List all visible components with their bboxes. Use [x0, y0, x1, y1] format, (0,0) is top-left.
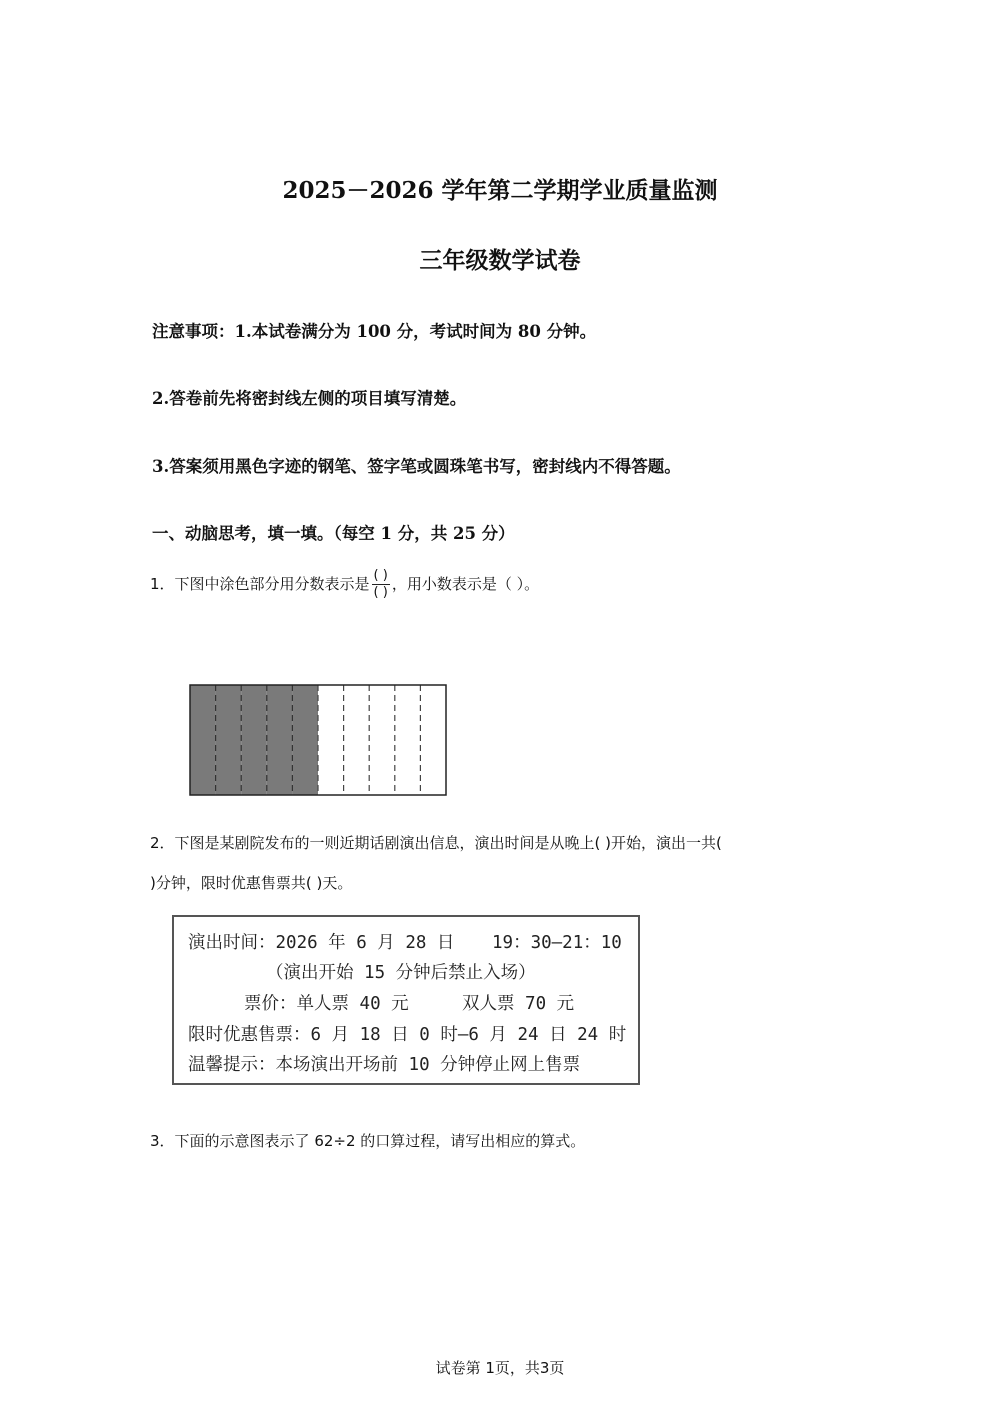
notice-entry-rule: （演出开始 15 分钟后禁止入场） [266, 963, 536, 983]
shaded-part [216, 685, 242, 795]
question-3: 3．下面的示意图表示了 62÷2 的口算过程，请写出相应的算式。 [150, 1132, 586, 1150]
notice-discount-period: 限时优惠售票：6 月 18 日 0 时—6 月 24 日 24 时 [188, 1025, 627, 1045]
unshaded-part [318, 685, 344, 795]
q1-fraction-numerator: ( ) [373, 568, 388, 583]
q1-fraction-blank[interactable] [372, 568, 390, 601]
unshaded-part [344, 685, 370, 795]
question-1 [150, 568, 539, 601]
shaded-part [241, 685, 267, 795]
notice-single-price: 票价：单人票 40 元 [244, 994, 409, 1014]
note-2: 2.答卷前先将密封线左侧的项目填写清楚。 [152, 389, 467, 408]
notice-time-label: 演出时间：2026 年 6 月 28 日 [188, 933, 455, 953]
unshaded-part [369, 685, 395, 795]
performance-notice [172, 915, 640, 1085]
q1-text-after: ，用小数表示是（ ）。 [391, 575, 540, 593]
q2-line-1: 2．下图是某剧院发布的一则近期话剧演出信息，演出时间是从晚上( )开始，演出一共( [150, 834, 722, 852]
note-1: 注意事项：1.本试卷满分为 100 分，考试时间为 80 分钟。 [152, 322, 597, 341]
page-footer: 试卷第 1页，共3页 [435, 1359, 565, 1377]
q1-shaded-bar-figure [188, 683, 450, 798]
q1-fraction-denominator: ( ) [373, 585, 388, 600]
notice-time-range: 19：30—21：10 [492, 933, 622, 953]
notice-double-price: 双人票 70 元 [462, 994, 575, 1014]
unshaded-part [395, 685, 421, 795]
shaded-part [292, 685, 318, 795]
shaded-part [190, 685, 216, 795]
q1-text-before: 1．下图中涂色部分用分数表示是 [150, 575, 370, 593]
notice-reminder: 温馨提示：本场演出开场前 10 分钟停止网上售票 [188, 1055, 581, 1075]
note-3: 3.答案须用黑色字迹的钢笔、签字笔或圆珠笔书写，密封线内不得答题。 [152, 457, 681, 476]
q2-line-2: )分钟，限时优惠售票共( )天。 [150, 874, 353, 892]
exam-title: 2025－2026 学年第二学期学业质量监测 [282, 177, 718, 204]
exam-subtitle: 三年级数学试卷 [419, 247, 581, 274]
shaded-part [267, 685, 293, 795]
section-heading: 一、动脑思考，填一填。（每空 1 分，共 25 分） [152, 524, 515, 543]
unshaded-part [420, 685, 446, 795]
